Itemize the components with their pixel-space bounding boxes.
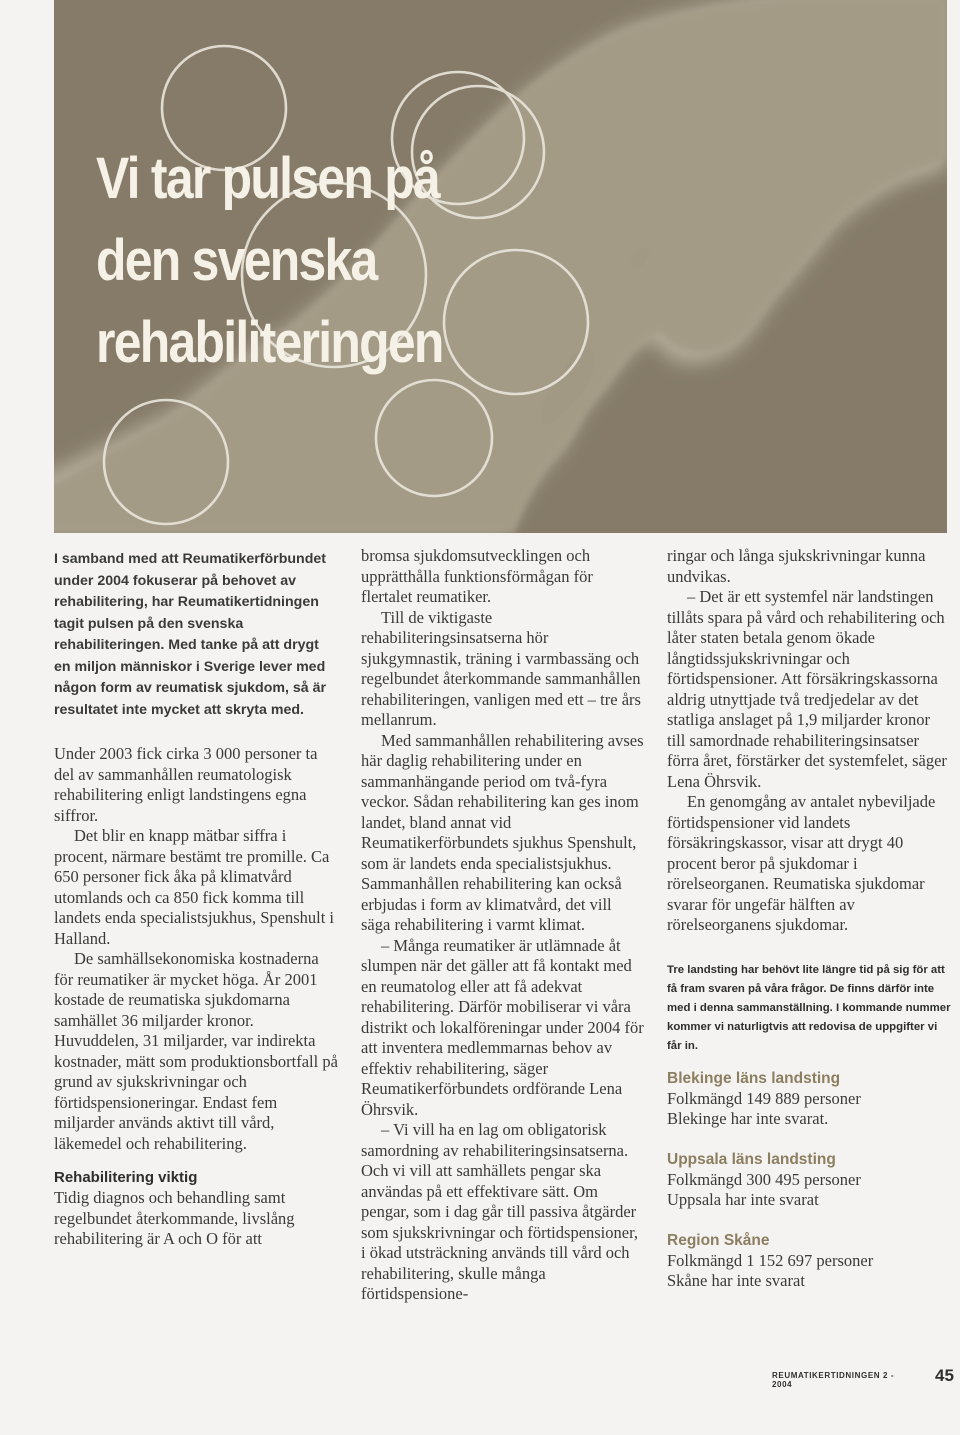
- paragraph: Under 2003 fick cirka 3 000 personer ta del av sammanhållen reumatologisk rehabilitering enligt landstingens egna siffror.: [54, 744, 318, 825]
- article-column-2: [361, 546, 645, 1305]
- publication-footer: REUMATIKERTIDNINGEN 2 - 2004: [772, 1371, 895, 1389]
- paragraph: bromsa sjukdomsutvecklingen och upprätthålla funktionsförmågan för flertalet reumatiker.: [361, 546, 593, 606]
- article-lead: I samband med att Reumatikerförbundet under 2004 fokuserar på behovet av rehabilitering, har Reumatikertidningen tagit pulsen på den svenska rehabiliteringen. Med tanke på att drygt en miljon människor i Sverige lever med någon form av reumatisk sjukdom, så är resultatet inte mycket att skryta med.: [54, 551, 327, 718]
- paragraph: En genomgång av antalet nybeviljade förtidspensioner vid landets försäkringskassor, visar att drygt 40 procent beror på sjukdomar i rörelseorganen. Reumatiska sjukdomar svarar för ungefär hälften av rörelseorganens sjukdomar.: [667, 792, 936, 934]
- paragraph: Det blir en knapp mätbar siffra i procent, närmare bestämt tre promille. Ca 650 personer fick åka på klimatvård utomlands och ca 850 fick komma till landets enda specialistsjukhus, Spenshult i Halland.: [54, 826, 335, 948]
- title-line-2: den svenska: [96, 228, 377, 293]
- county-population: Folkmängd 300 495 personer: [667, 1169, 861, 1189]
- page-number: 45: [935, 1366, 954, 1385]
- page-title: [96, 138, 715, 384]
- article-column-3: [667, 546, 951, 1292]
- quote-paragraph: – Många reumatiker är utlämnade åt slumpen när det gäller att få kontakt med en reumatolog eller att få adekvat rehabilitering. Därför mobiliserar vi våra distrikt och lokalföreningar under 2004 för att inventera medlemmarnas behov av effektiv rehabilitering, säger Reumatikerförbundets ordförande Lena Öhrsvik.: [361, 935, 644, 1119]
- county-name: Blekinge läns landsting: [667, 1069, 841, 1087]
- county-name: Region Skåne: [667, 1231, 770, 1249]
- title-line-3: rehabiliteringen: [96, 310, 443, 375]
- quote-paragraph: – Det är ett systemfel när landstingen tillåts spara på vård och rehabilitering och låter staten betala genom ökade långtidssjukskrivningar och förtidspensioner. Att försäkringskassorna aldrig utnyttjade två tredjedelar av det statliga anslaget på 1,9 miljarder kronor till samordnade rehabiliteringsinsatser förra året, förstärker det systemfelet, säger Lena Öhrsvik.: [667, 587, 947, 791]
- paragraph: Tidig diagnos och behandling samt regelbundet återkommande, livslång rehabilitering är A och O för att: [54, 1188, 295, 1248]
- article-column-1: [54, 546, 338, 1250]
- county-status: Uppsala har inte svarat: [667, 1190, 819, 1209]
- county-population: Folkmängd 149 889 personer: [667, 1088, 861, 1108]
- quote-paragraph: – Vi vill ha en lag om obligatorisk samordning av rehabiliteringsinsatserna. Och vi vill att samhällets pengar ska användas på ett effektivare sätt. Om pengar, som i dag går till passiva åtgärder som sjukskrivningar och förtidspensioner, i ökad utsträckning används till vård och rehabilitering, skulle många förtidspensione-: [361, 1120, 639, 1303]
- paragraph: Med sammanhållen rehabilitering avses här daglig rehabilitering under en sammanhängande period om två-fyra veckor. Sådan rehabilitering kan ges inom landet, bland annat vid Reumatikerförbundets sjukhus Spenshult, som är landets enda specialistsjukhus. Sammanhållen rehabilitering kan också erbjudas i form av klimatvård, det vill säga rehabilitering i varmt klimat.: [361, 730, 644, 934]
- county-entry-uppsala: [667, 1150, 951, 1211]
- paragraph: Till de viktigaste rehabiliteringsinsatserna hör sjukgymnastik, träning i varmbassäng och regelbundet återkommande sammanhållen rehabiliteringen, vanligen med ett – tre års mellanrum.: [361, 607, 641, 729]
- county-status: Blekinge har inte svarat.: [667, 1109, 829, 1128]
- county-entry-blekinge: [667, 1069, 951, 1130]
- title-line-1: Vi tar pulsen på: [96, 146, 440, 211]
- hero-banner: [54, 0, 947, 533]
- county-name: Uppsala läns landsting: [667, 1150, 836, 1168]
- paragraph: De samhällsekonomiska kostnaderna för reumatiker är mycket höga. År 2001 kostade de reumatiska sjukdomarna samhället 36 miljarder kronor. Huvuddelen, 31 miljarder, var indirekta kostnader, mätt som produktionsbortfall på grund av sjukskrivningar och förtidspensioneringar. Endast fem miljarder används aktivt till vård, läkemedel och rehabilitering.: [54, 949, 338, 1153]
- county-entry-skane: [667, 1231, 951, 1292]
- county-status: Skåne har inte svarat: [667, 1271, 805, 1290]
- subheading: Rehabilitering viktig: [54, 1169, 198, 1186]
- paragraph: ringar och långa sjukskrivningar kunna undvikas.: [667, 546, 926, 586]
- editor-note: Tre landsting har behövt lite längre tid på sig för att få fram svaren på våra frågor. De finns därför inte med i denna sammanställning. I kommande nummer kommer vi naturligtvis att redovisa de uppgifter vi får in.: [667, 963, 951, 1052]
- county-population: Folkmängd 1 152 697 personer: [667, 1250, 874, 1270]
